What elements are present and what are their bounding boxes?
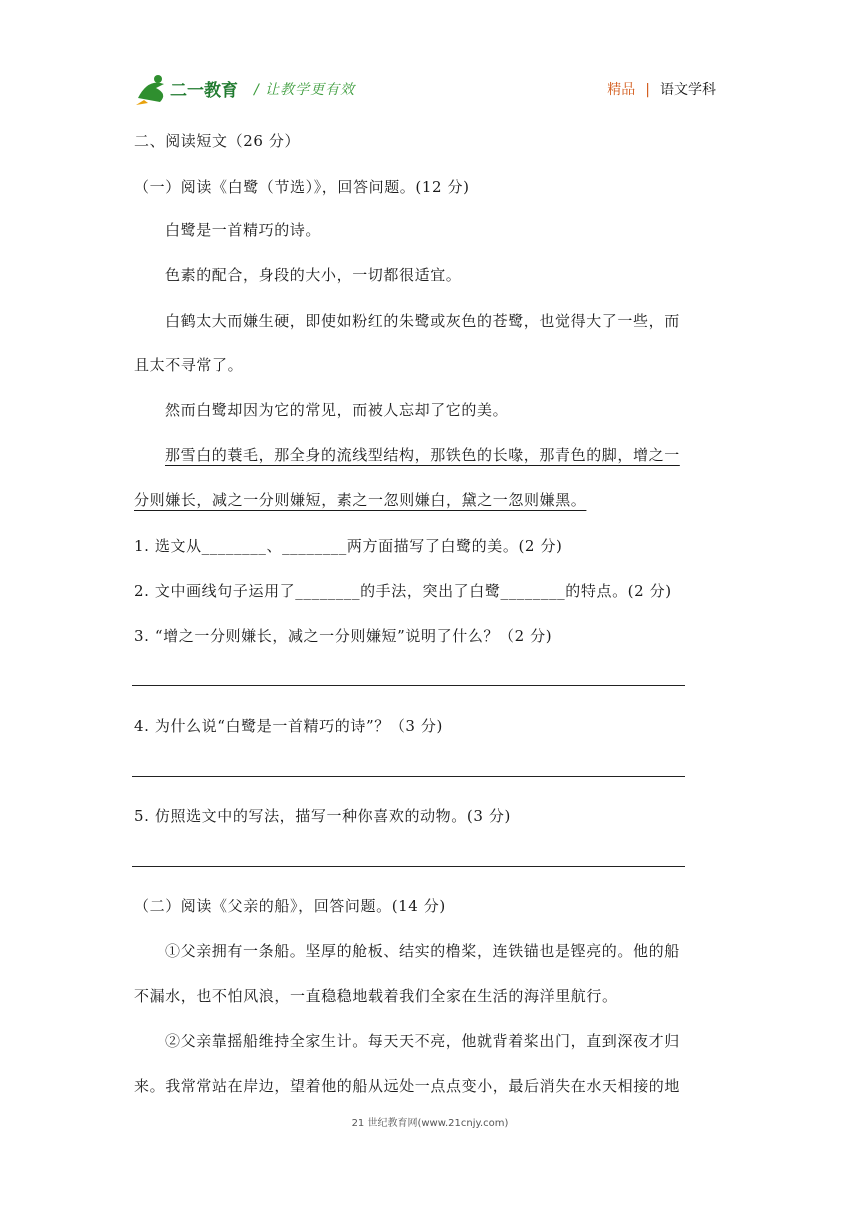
section-title: 二、阅读短文（26 分）: [134, 132, 301, 150]
answer-line[interactable]: [132, 685, 685, 686]
answer-line[interactable]: [132, 866, 685, 867]
paragraph: ①父亲拥有一条船。坚厚的舱板、结实的橹桨，连铁锚也是铿亮的。他的船: [165, 942, 680, 960]
page-header: [134, 64, 726, 112]
paragraph: 白鹤太大而嫌生硬，即使如粉红的朱鹭或灰色的苍鹭，也觉得大了一些，而: [165, 312, 680, 330]
paragraph-cont: 来。我常常站在岸边，望着他的船从远处一点点变小，最后消失在水天相接的地: [134, 1077, 681, 1095]
logo-icon: [134, 72, 254, 106]
paragraph-cont: 且太不寻常了。: [134, 356, 244, 374]
page-footer: 21 世纪教育网(www.21cnjy.com): [351, 1118, 509, 1129]
logo-text: 二一教育: [170, 81, 238, 101]
paragraph: ②父亲靠摇船维持全家生计。每天天不亮，他就背着桨出门，直到深夜才归: [165, 1032, 680, 1050]
question-3: 3. “增之一分则嫌长，减之一分则嫌短”说明了什么？（2 分): [134, 627, 553, 645]
question-1: 1. 选文从________、________两方面描写了白鹭的美。(2 分): [134, 537, 563, 555]
brand-tag: 精品: [607, 82, 636, 98]
underlined-sentence: 那雪白的蓑毛，那全身的流线型结构，那铁色的长喙，那青色的脚，增之一: [165, 446, 680, 464]
subject-label: 语文学科: [660, 82, 716, 98]
underlined-sentence-cont: 分则嫌长，减之一分则嫌短，素之一忽则嫌白，黛之一忽则嫌黑。: [134, 491, 587, 509]
answer-line[interactable]: [132, 776, 685, 777]
question-5: 5. 仿照选文中的写法，描写一种你喜欢的动物。(3 分): [134, 807, 511, 825]
paragraph: 色素的配合，身段的大小，一切都很适宜。: [165, 266, 462, 284]
slogan: / 让教学更有效: [254, 82, 356, 98]
header-separator: |: [645, 82, 650, 98]
paragraph: 白鹭是一首精巧的诗。: [165, 221, 322, 239]
header-right: [607, 79, 716, 99]
question-4: 4. 为什么说“白鹭是一首精巧的诗”？（3 分): [134, 717, 443, 735]
paragraph-cont: 不漏水，也不怕风浪，一直稳稳地载着我们全家在生活的海洋里航行。: [134, 987, 618, 1005]
paragraph: 然而白鹭却因为它的常见，而被人忘却了它的美。: [165, 401, 509, 419]
part1-title: （一）阅读《白鹭（节选）》，回答问题。(12 分): [134, 178, 470, 196]
part2-title: （二）阅读《父亲的船》，回答问题。(14 分): [134, 897, 446, 915]
question-2: 2. 文中画线句子运用了________的手法，突出了白鹭________的特点。(2 分): [134, 582, 672, 600]
